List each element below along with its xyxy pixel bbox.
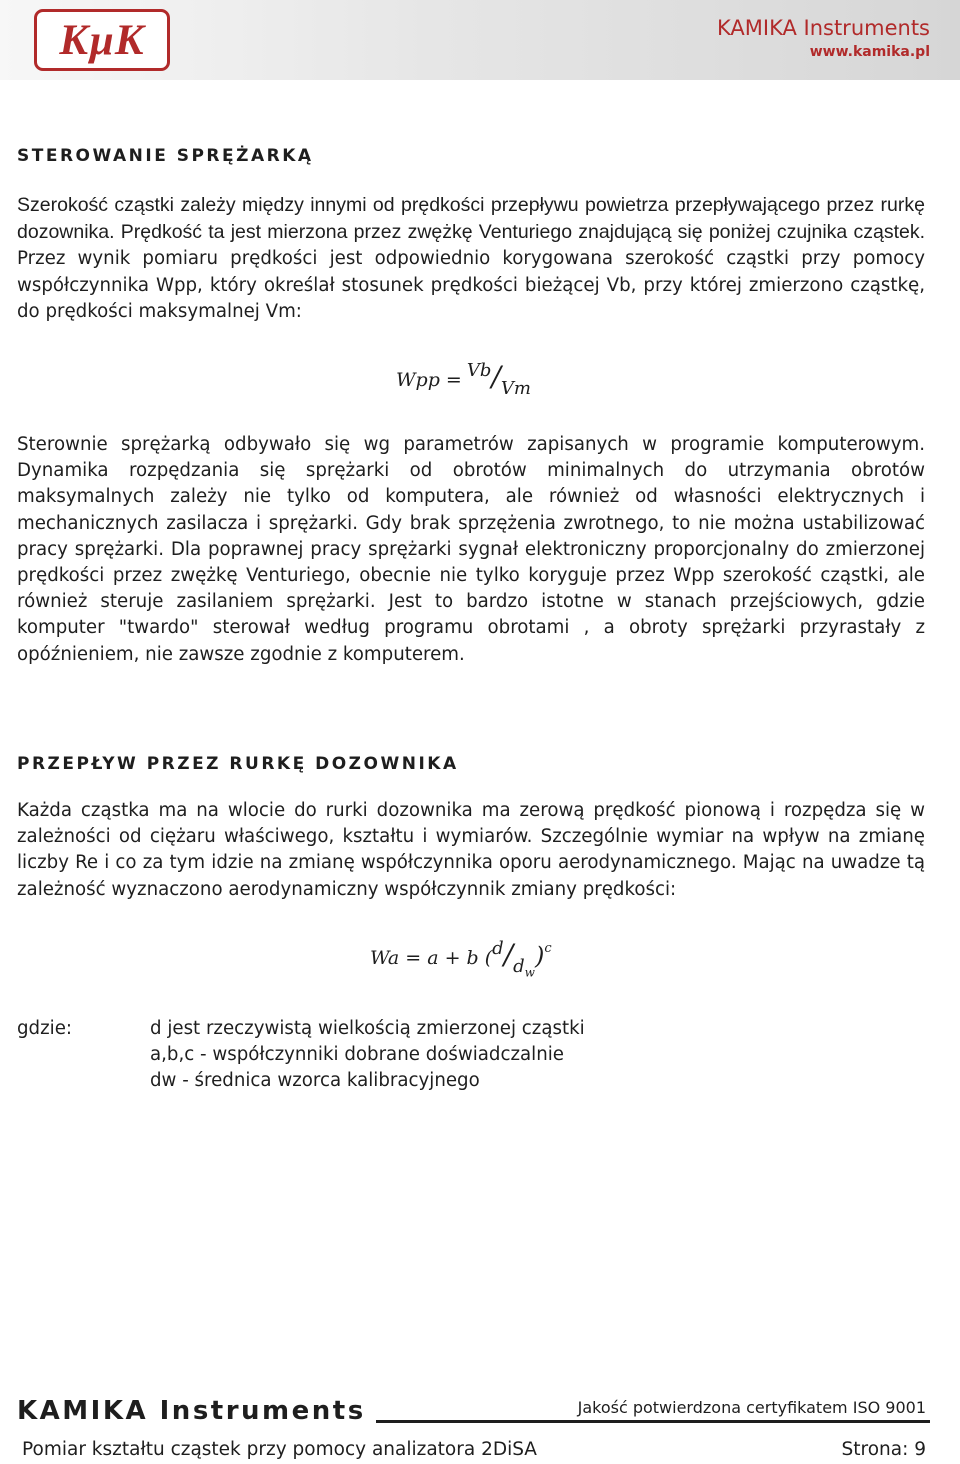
page-header (0, 0, 960, 80)
section-heading-flow: PRZEPŁYW PRZEZ RURKĘ DOZOWNIKA (17, 754, 459, 774)
formula-wpp-denominator: Vm (500, 378, 531, 399)
header-url: www.kamika.pl (809, 44, 930, 60)
formula-wa-numerator: d (492, 938, 504, 959)
where-item: d jest rzeczywistą wielkością zmierzonej cząstki (150, 1018, 585, 1039)
section-heading-compressor: STEROWANIE SPRĘŻARKĄ (17, 146, 314, 166)
paragraph-part-a: Szerokość cząstki zależy między innymi od prędkości przepływu powietrza przepływającego przez rurkę dozownika. Prędkość ta jest mierzona przez zwężkę Venturiego znajdującą się poniżej czujnika cząstek. (17, 194, 925, 244)
where-label: gdzie: (17, 1018, 73, 1039)
footer-document-title: Pomiar kształtu cząstek przy pomocy analizatora 2DiSA (22, 1439, 537, 1460)
footer-certification: Jakość potwierdzona certyfikatem ISO 9001 (577, 1398, 926, 1417)
formula-wpp-lhs: Wpp = (396, 369, 462, 391)
where-item: a,b,c - współczynniki dobrane doświadczalnie (150, 1044, 564, 1065)
paragraph-particle-width (17, 192, 925, 325)
formula-wa-exponent: c (544, 940, 552, 956)
paragraph-particle-flow: Każda cząstka ma na wlocie do rurki dozownika ma zerową prędkość pionową i rozpędza się w zależności od ciężaru właściwego, kształtu i wymiarów. Szczególnie wymiar na wpływ na zmianę liczby Re i co za tym idzie na zmianę współczynnika oporu aerodynamicznego. Mając na uwadze tą zależność wyznaczono aerodynamiczny współczynnik zmiany prędkości: (17, 800, 925, 900)
footer-divider (376, 1420, 930, 1423)
where-item: dw - średnica wzorca kalibracyjnego (150, 1070, 480, 1091)
formula-wpp (396, 360, 531, 399)
footer-company-name: KAMIKA Instruments (17, 1396, 366, 1426)
formula-wa (370, 938, 552, 980)
formula-wa-denominator (513, 956, 535, 980)
formula-wa-den-base: d (513, 956, 525, 977)
footer-page-number: Strona: 9 (841, 1439, 926, 1460)
header-company-name: KAMIKA Instruments (716, 16, 930, 40)
logo-text: KµK (59, 16, 145, 64)
paragraph-compressor-control: Sterownie sprężarką odbywało się wg parametrów zapisanych w programie komputerowym. Dynamika rozpędzania się sprężarki od obrotów minimalnych do utrzymania obrotów maksymalnych zależy nie tylko od komputera, ale również od własności elektrycznych i mechanicznych zasilacza i sprężarki. Gdy brak sprzężenia zwrotnego, to nie można ustabilizować pracy sprężarki. Dla poprawnej pracy sprężarki sygnał elektroniczny proporcjonalny do zmierzonej prędkości przez zwężkę Venturiego, obecnie nie tylko koryguje przez Wpp szerokość cząstki, ale również steruje zasilaniem sprężarki. Jest to bardzo istotne w stanach przejściowych, gdzie komputer "twardo" sterował według programu obrotami , a obroty sprężarki przyrastały z opóźnieniem, nie zawsze zgodnie z komputerem. (17, 434, 925, 665)
formula-wa-lhs: Wa = a + b ( (370, 947, 493, 969)
formula-wpp-slash: / (491, 360, 501, 393)
formula-wa-den-subscript: w (524, 965, 535, 980)
kuk-logo (34, 9, 170, 71)
formula-wa-slash: / (503, 938, 514, 971)
formula-wpp-numerator: Vb (466, 360, 492, 381)
paragraph-part-b: Przez wynik pomiaru prędkości jest odpowiednio korygowana szerokość cząstki przy pomocy współczynnika Wpp, który określał stosunek prędkości bieżącej Vb, przy której zmierzono cząstkę, do prędkości maksymalnej Vm: (17, 248, 925, 322)
formula-wa-rparen: ) (534, 942, 545, 970)
